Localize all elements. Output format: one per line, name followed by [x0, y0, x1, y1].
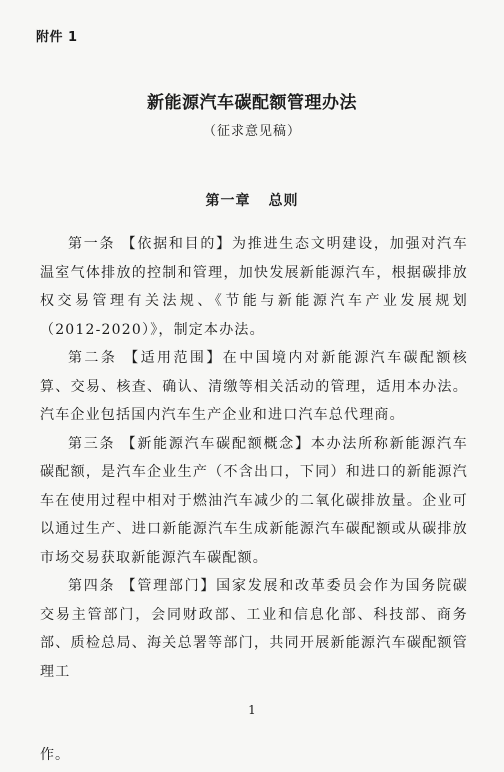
continued-text: 作。	[40, 747, 70, 763]
document-title: 新能源汽车碳配额管理办法	[147, 93, 357, 113]
article-2: 第二条 【适用范围】在中国境内对新能源汽车碳配额核算、交易、核查、确认、清缴等相关活动的管理，适用本办法。汽车企业包括国内汽车生产企业和进口汽车总代理商。	[40, 350, 468, 423]
page-number: 1	[248, 703, 256, 717]
chapter-name: 总则	[268, 193, 299, 209]
attachment-label: 附件 1	[36, 30, 78, 45]
chapter-number: 第一章	[205, 193, 251, 209]
document-body	[40, 230, 468, 686]
chapter-heading	[0, 190, 504, 210]
article-3: 第三条 【新能源汽车碳配额概念】本办法所称新能源汽车碳配额，是汽车企业生产（不含出口，下同）和进口的新能源汽车在使用过程中相对于燃油汽车减少的二氧化碳排放量。企业可以通过生产、进口新能源汽车生成新能源汽车碳配额或从碳排放市场交易获取新能源汽车碳配额。	[40, 435, 468, 566]
article-1: 第一条 【依据和目的】为推进生态文明建设，加强对汽车温室气体排放的控制和管理，加快发展新能源汽车，根据碳排放权交易管理有关法规、《节能与新能源汽车产业发展规划（2012-2020）》，制定本办法。	[40, 236, 468, 338]
article-4: 第四条 【管理部门】国家发展和改革委员会作为国务院碳交易主管部门，会同财政部、工业和信息化部、科技部、商务部、质检总局、海关总署等部门，共同开展新能源汽车碳配额管理工	[40, 578, 468, 680]
document-subtitle: （征求意见稿）	[202, 124, 301, 139]
